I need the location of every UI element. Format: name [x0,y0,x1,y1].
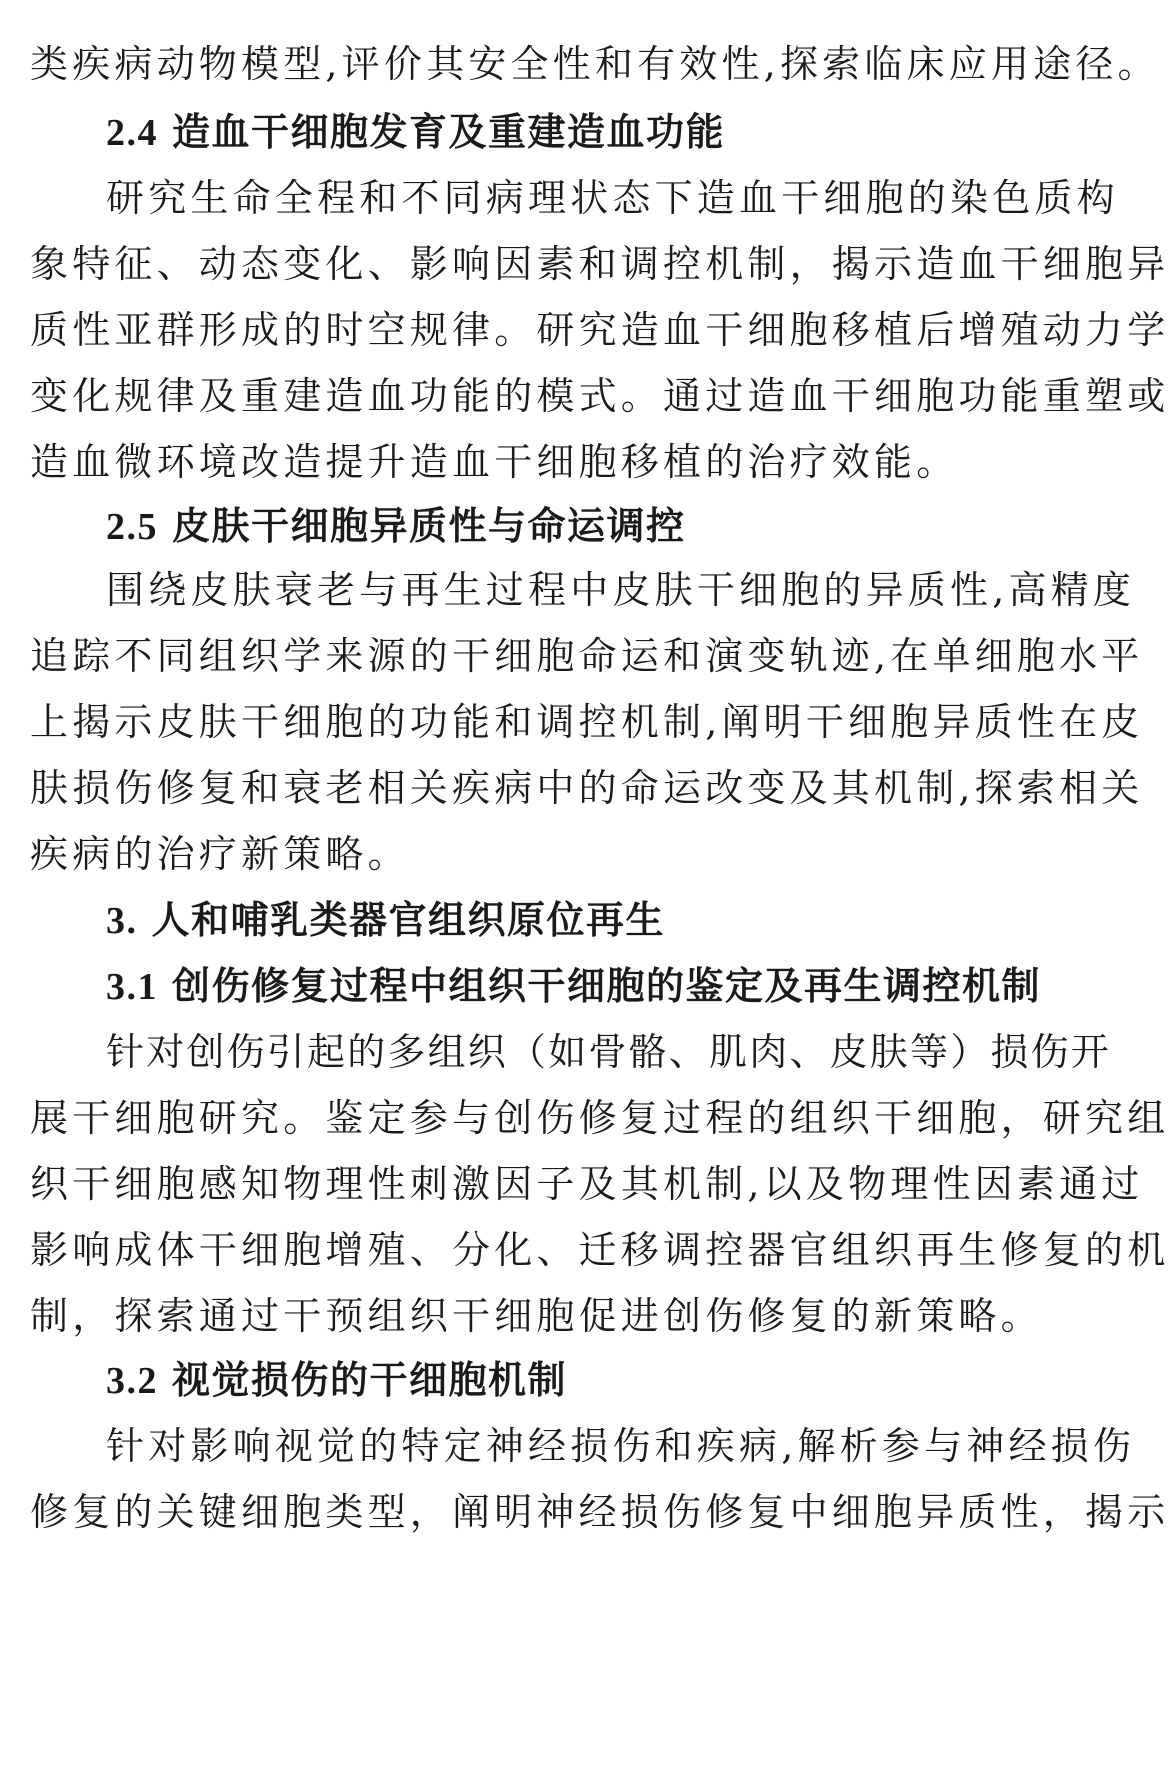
section-title: 皮肤干细胞异质性与命运调控 [172,504,686,548]
section-heading-3 [106,882,1054,958]
section-number: 2.5 [106,506,158,548]
section-heading-3-1 [106,948,1054,1024]
paragraph-line: 变化规律及重建造血功能的模式。通过造血干细胞功能重塑或 [30,374,1169,418]
section-number: 3.2 [106,1360,158,1402]
paragraph-line: 造血微环境改造提升造血干细胞移植的治疗效能。 [30,440,959,484]
section-heading-2-4 [106,94,1054,170]
paragraph-line: 针对创伤引起的多组织（如骨骼、肌肉、皮肤等）损伤开 [106,1030,1112,1074]
paragraph-line: 象特征、动态变化、影响因素和调控机制，揭示造血干细胞异 [30,242,1169,286]
paragraph-line: 研究生命全程和不同病理状态下造血干细胞的染色质构 [106,176,1119,220]
paragraph-line: 追踪不同组织学来源的干细胞命运和演变轨迹,在单细胞水平 [30,634,1144,678]
section-title: 创伤修复过程中组织干细胞的鉴定及再生调控机制 [172,964,1042,1008]
section-number: 3.1 [106,966,158,1008]
paragraph-line: 制，探索通过干预组织干细胞促进创伤修复的新策略。 [30,1294,1043,1338]
section-title: 视觉损伤的干细胞机制 [172,1358,568,1402]
paragraph-line: 修复的关键细胞类型，阐明神经损伤修复中细胞异质性，揭示 [30,1490,1169,1534]
paragraph-line: 类疾病动物模型,评价其安全性和有效性,探索临床应用途径。 [30,42,1160,86]
paragraph-line: 质性亚群形成的时空规律。研究造血干细胞移植后增殖动力学 [30,308,1169,352]
paragraph-line: 影响成体干细胞增殖、分化、迁移调控器官组织再生修复的机 [30,1228,1169,1272]
section-heading-3-2 [106,1342,1054,1418]
paragraph-line: 围绕皮肤衰老与再生过程中皮肤干细胞的异质性,高精度 [106,568,1136,612]
section-title: 人和哺乳类器官组织原位再生 [151,898,666,942]
section-title: 造血干细胞发育及重建造血功能 [172,110,726,154]
paragraph-line: 针对影响视觉的特定神经损伤和疾病,解析参与神经损伤 [106,1424,1136,1468]
section-number: 2.4 [106,112,158,154]
paragraph-line: 织干细胞感知物理性刺激因子及其机制,以及物理性因素通过 [30,1162,1144,1206]
paragraph-line: 疾病的治疗新策略。 [30,832,410,876]
paragraph-line: 肤损伤修复和衰老相关疾病中的命运改变及其机制,探索相关 [30,766,1144,810]
section-number: 3. [106,900,138,942]
paragraph-line: 上揭示皮肤干细胞的功能和调控机制,阐明干细胞异质性在皮 [30,700,1144,744]
paragraph-line: 展干细胞研究。鉴定参与创伤修复过程的组织干细胞，研究组 [30,1096,1169,1140]
